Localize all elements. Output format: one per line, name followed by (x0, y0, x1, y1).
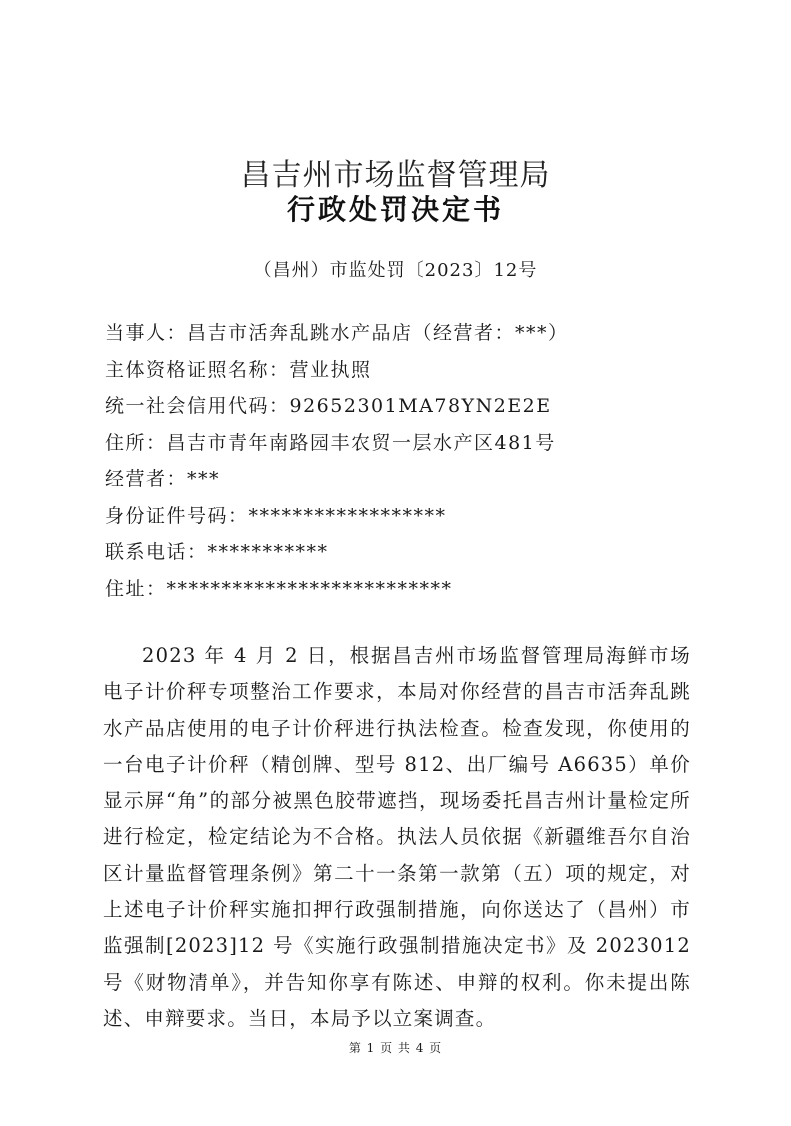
case-facts-paragraph: 2023 年 4 月 2 日，根据昌吉州市场监督管理局海鲜市场电子计价秤专项整治工作要求，本局对你经营的昌吉市活奔乱跳水产品店使用的电子计价秤进行执法检查。检查发现，你使用的一台电子计价秤（精创牌、型号 812、出厂编号 A6635）单价显示屏“角”的部分被黑色胶带遮挡，现场委托昌吉州计量检定所进行检定，检定结论为不合格。执法人员依据《新疆维吾尔自治区计量监督管理条例》第二十一条第一款第（五）项的规定，对上述电子计价秤实施扣押行政强制措施，向你送达了（昌州）市监强制[2023]12 号《实施行政强制措施决定书》及 2023012 号《财物清单》，并告知你享有陈述、申辩的权利。你未提出陈述、申辩要求。当日，本局予以立案调查。 (103, 644, 691, 1030)
phone-line: 联系电话：*********** (105, 541, 329, 563)
credit-code-line: 统一社会信用代码：92652301MA78YN2E2E (105, 395, 552, 417)
address-line: 住址：************************** (105, 577, 453, 600)
license-type-line: 主体资格证照名称：营业执照 (105, 358, 372, 381)
operator-line: 经营者：*** (105, 468, 221, 490)
document-number: （昌州）市监处罚〔2023〕12号 (253, 260, 538, 281)
document-title: 行政处罚决定书 (286, 193, 504, 226)
organization-title: 昌吉州市场监督管理局 (240, 158, 551, 193)
page-number: 第 1 页 共 4 页 (348, 1041, 443, 1055)
id-number-line: 身份证件号码：****************** (105, 504, 447, 527)
party-name-line: 当事人：昌吉市活奔乱跳水产品店（经营者：***） (105, 322, 569, 344)
party-info (105, 315, 705, 607)
residence-line: 住所：昌吉市青年南路园丰农贸一层水产区481号 (105, 431, 556, 454)
